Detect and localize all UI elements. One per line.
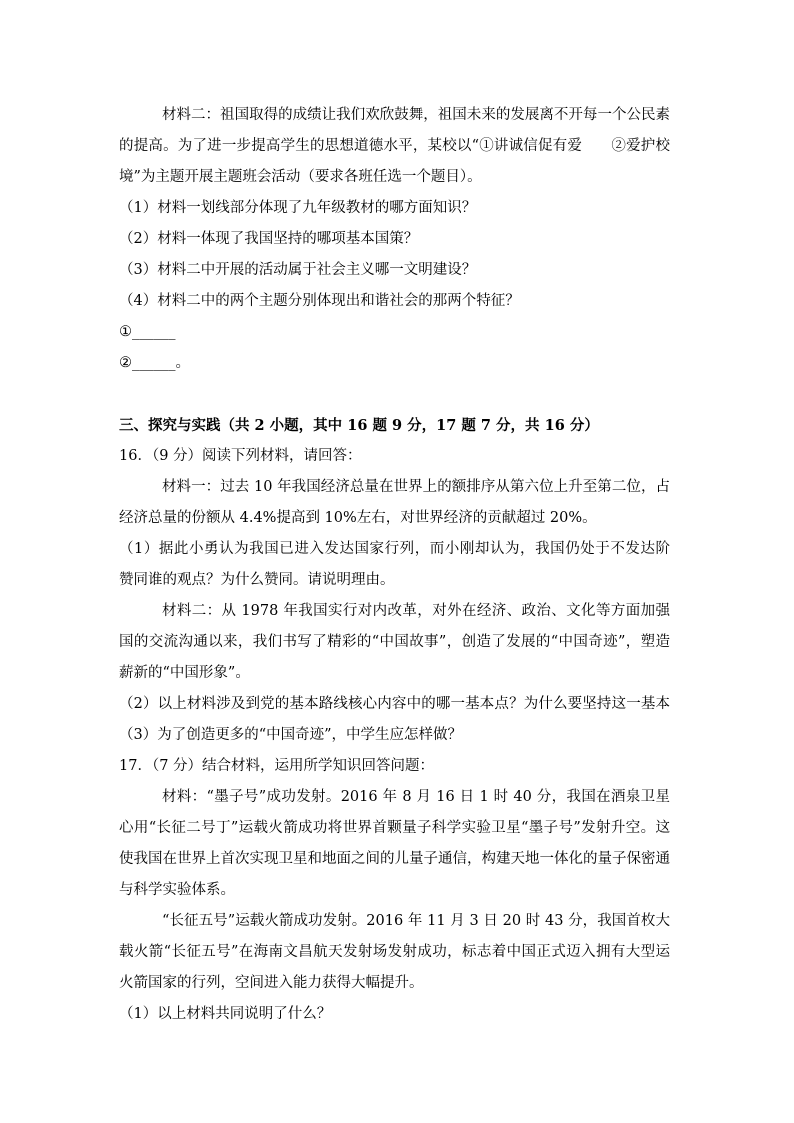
text-line: ①______: [119, 324, 176, 340]
text-line: 薪新的“中国形象”。: [119, 665, 250, 681]
text-line: 国的交流沟通以来，我们书写了精彩的“中国故事”，创造了发展的“中国奇迹”，塑造: [119, 634, 670, 650]
text-line: 材料：“墨子号”成功发射。2016 年 8 月 16 日 1 时 40 分，我国在酒泉卫星: [162, 789, 670, 805]
section-heading: 三、探究与实践（共 2 小题，其中 16 题 9 分，17 题 7 分，共 16 分）: [119, 417, 599, 434]
text-line: 火箭国家的行列，空间进入能力获得大幅提升。: [119, 975, 424, 991]
blank-line: [119, 379, 670, 410]
text-line: （3）为了创造更多的“中国奇迹”，中学生应怎样做？: [119, 727, 463, 743]
text-line: （1）以上材料共同说明了什么？: [119, 1006, 332, 1022]
text-line: （3）材料二中开展的活动属于社会主义哪一文明建设？: [119, 262, 477, 278]
text-line: （1）材料一划线部分体现了九年级教材的哪方面知识？: [119, 200, 477, 216]
text-line: 境”为主题开展主题班会活动（要求各班任选一个题目）。: [119, 169, 482, 185]
text-line: 心用“长征二号丁”运载火箭成功将世界首颗量子科学实验卫星“墨子号”发射升空。这: [119, 820, 670, 836]
text-line: 材料二：祖国取得的成绩让我们欢欣鼓舞，祖国未来的发展离不开每一个公民素: [162, 107, 670, 123]
text-line: 与科学实验体系。: [119, 882, 235, 898]
text-line: （4）材料二中的两个主题分别体现出和谐社会的那两个特征？: [119, 293, 520, 309]
text-line: ②______。: [119, 355, 190, 371]
text-line: （2）以上材料涉及到党的基本路线核心内容中的哪一基本点？为什么要坚持这一基本: [119, 696, 670, 712]
text-line: 使我国在世界上首次实现卫星和地面之间的儿量子通信，构建天地一体化的量子保密通: [119, 851, 670, 867]
text-line: 材料二：从 1978 年我国实行对内改革，对外在经济、政治、文化等方面加强: [162, 603, 670, 619]
text-line: （1）据此小勇认为我国已进入发达国家行列，而小刚却认为，我国仍处于不发达阶: [119, 541, 670, 557]
text-line: 赞同谁的观点？为什么赞同。请说明理由。: [119, 572, 395, 588]
text-line: 16．（9 分）阅读下列材料，请回答：: [119, 448, 362, 464]
text-line: （2）材料一体现了我国坚持的哪项基本国策？: [119, 231, 419, 247]
text-line: “长征五号”运载火箭成功发射。2016 年 11 月 3 日 20 时 43 分，我国首枚大: [162, 913, 670, 929]
text-line: 的提高。为了进一步提高学生的思想道德水平，某校以“①讲诚信促有爱 ②爱护校: [119, 138, 670, 154]
text-line: 17．（7 分）结合材料，运用所学知识回答问题：: [119, 758, 435, 774]
text-line: 载火箭“长征五号”在海南文昌航天发射场发射成功，标志着中国正式迈入拥有大型运: [119, 944, 670, 960]
text-line: 材料一：过去 10 年我国经济总量在世界上的额排序从第六位上升至第二位，占: [162, 479, 670, 495]
document-page: [119, 100, 670, 1030]
text-line: 经济总量的份额从 4.4%提高到 10%左右，对世界经济的贡献超过 20%。: [119, 510, 597, 526]
